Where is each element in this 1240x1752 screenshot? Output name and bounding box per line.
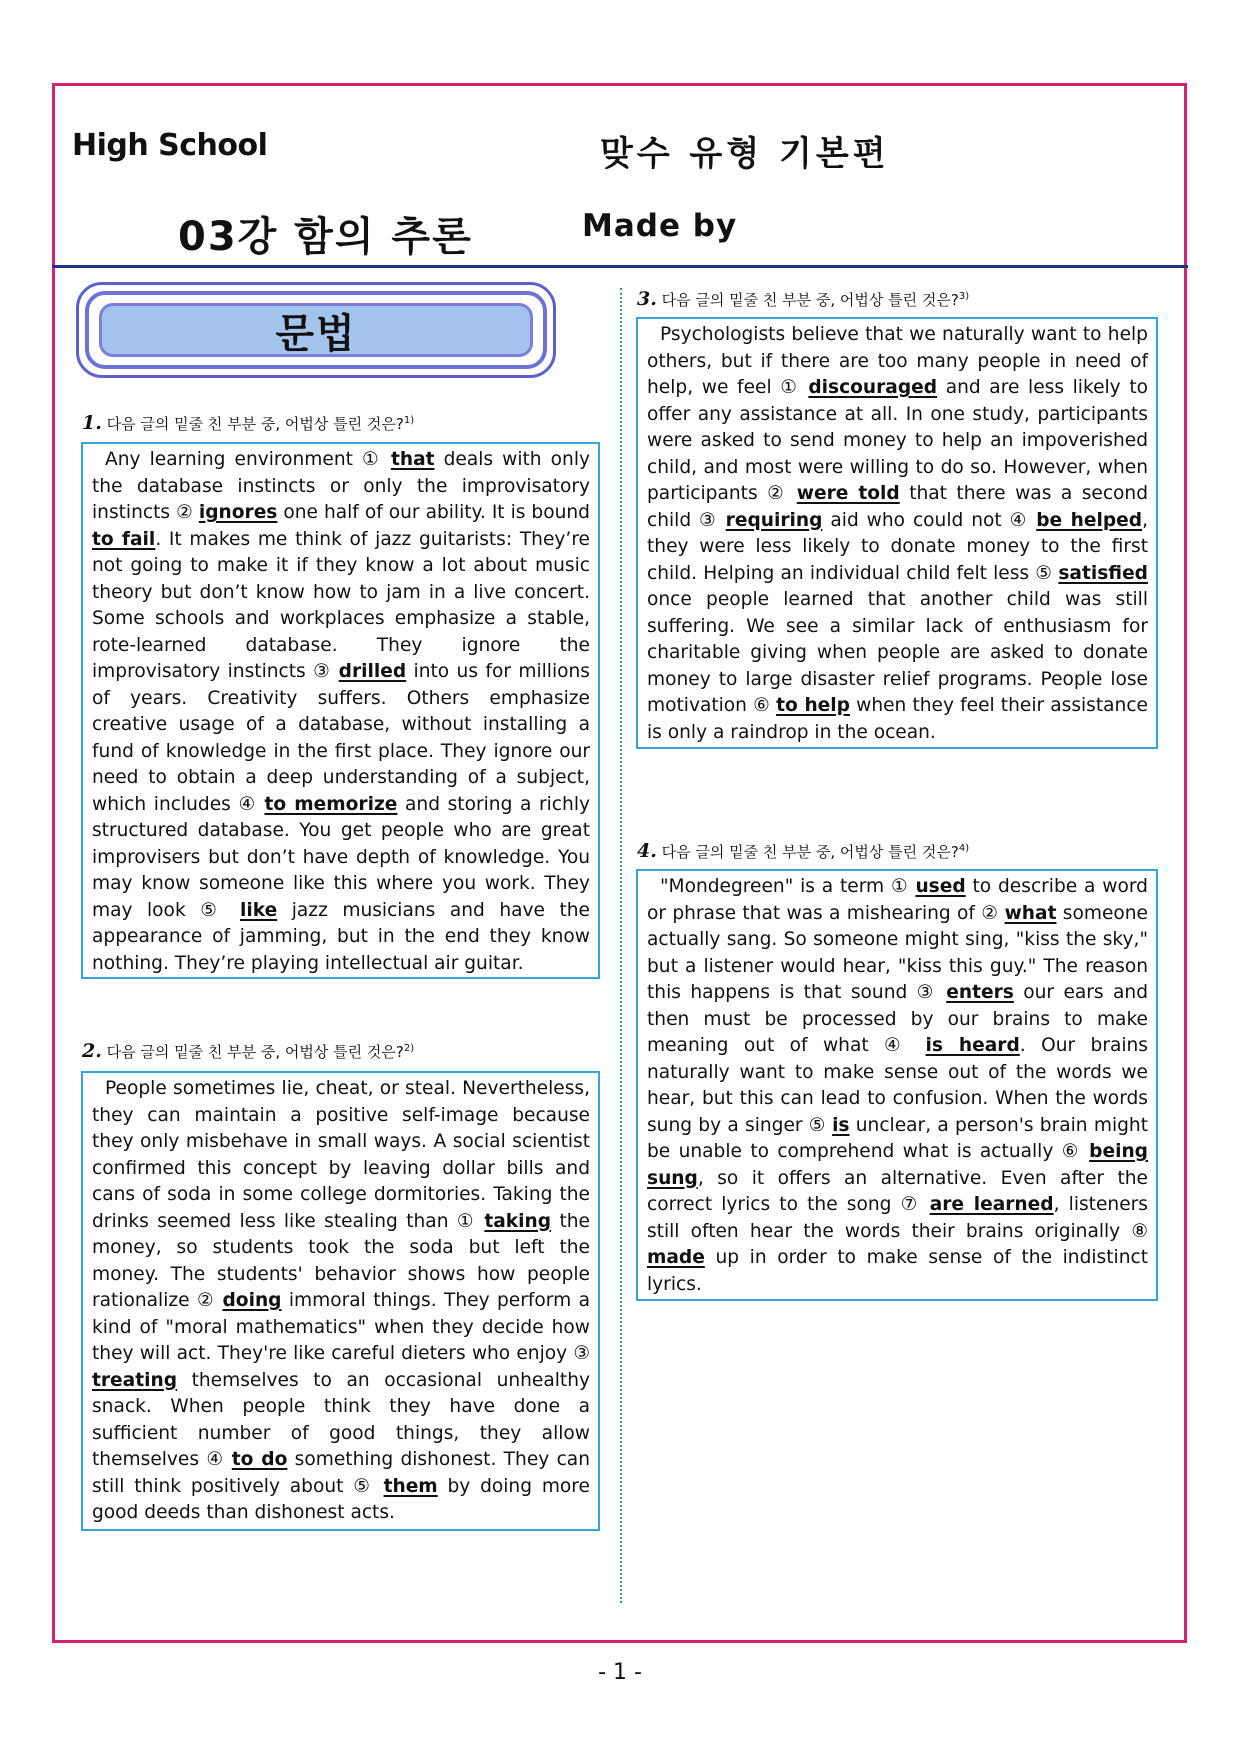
passage-text: . It makes me think of jazz guitarists: They’re not going to make it if they know a lot about music theory but don’t know how to jam in a live concert. Some schools and workplaces emphasize a stable, rote-learned database. They ignore the improvisatory instincts ③ [92,528,590,682]
passage-text: unclear, a person's brain might be unable to comprehend what is actually ⑥ [647,1114,1148,1162]
series-title: 맞수 유형 기본편 [600,134,890,174]
question-title [82,412,414,434]
passage-text: , they were less likely to donate money to the first child. Helping an individual child felt less ⑤ [647,509,1148,584]
question-passage [636,869,1158,1301]
passage-text: the money, so students took the soda but left the money. The students' behavior shows how people rationalize ② [92,1210,590,1311]
question-title [637,840,969,862]
underlined-choice: satisfied [1058,562,1148,584]
passage-text: to describe a word or phrase that was a mishearing of ② [647,876,1148,924]
underlined-choice: ignores [198,502,278,523]
passage-text: themselves to an occasional unhealthy snack. When people think they have done a sufficient number of good things, they allow themselves ④ [92,1369,590,1470]
section-badge [76,282,556,378]
question-prompt: 다음 글의 밑줄 친 부분 중, 어법상 틀린 것은? [661,291,959,309]
underlined-choice: that [390,449,435,470]
footnote-marker: 2) [403,1043,415,1054]
underlined-choice: doing [222,1290,282,1311]
underlined-choice: like [240,899,278,921]
question-title [637,288,969,310]
passage-text: and are less likely to offer any assistance at all. In one study, participants were asked to send money to help an impoverished child, and most were willing to do so. However, when participants ② [647,377,1148,504]
question-number: 1. [82,412,102,434]
underlined-choice: requiring [725,509,823,531]
underlined-choice: used [915,876,966,897]
column-divider [620,288,622,1603]
underlined-choice: drilled [338,661,407,682]
passage-text: and storing a richly structured database. You get people who are great improvisers but don’t have depth of knowledge. You may know someone like this where you work. They may look ⑤ [92,793,590,921]
passage-text: into us for millions of years. Creativity suffers. Others emphasize creative usage of a database, without installing a fund of knowledge in the first place. They ignore our need to obtain a deep understanding of a subject, which includes ④ [92,661,590,815]
passage-text: something dishonest. They can still think positively about ⑤ [92,1449,590,1497]
passage-text: Psychologists believe that we naturally want to help others, but if there are too many people in need of help, we feel ① [647,324,1148,398]
question-number: 2. [82,1040,102,1062]
passage-text: up in order to make sense of the indistinct lyrics. [647,1247,1148,1295]
underlined-choice: them [383,1475,438,1497]
question-prompt: 다음 글의 밑줄 친 부분 중, 어법상 틀린 것은? [106,1043,404,1061]
footnote-marker: 3) [958,291,970,302]
underlined-choice: made [647,1247,705,1268]
header-divider [52,265,1188,268]
underlined-choice: is [832,1114,850,1136]
underlined-choice: what [1004,902,1057,924]
page-number: - 1 - [598,1660,642,1685]
passage-text: People sometimes lie, cheat, or steal. Nevertheless, they can maintain a positive self-image because they only misbehave in small ways. A social scientist confirmed this concept by leaving dollar bills and cans of soda in some college dormitories. Taking the drinks seemed less like stealing than ① [92,1078,590,1232]
underlined-choice: were told [796,483,900,504]
passage-text: . Our brains naturally want to make sense out of the words we hear, but this can lead to confusion. When the words sung by a singer ⑤ [647,1035,1148,1136]
question-passage [636,317,1158,749]
underlined-choice: be helped [1036,509,1143,531]
question-passage [81,1071,600,1531]
footnote-marker: 1) [403,415,415,426]
section-badge-label: 문법 [275,310,357,357]
passage-text: when they feel their assistance is only a raindrop in the ocean. [647,695,1148,743]
passage-text: that there was a second child ③ [647,483,1149,531]
passage-text: deals with only the database instincts or only the improvisatory instincts ② [92,449,591,523]
underlined-choice: treating [92,1369,178,1391]
underlined-choice: taking [484,1210,552,1232]
question-number: 3. [637,288,657,310]
passage-text: by doing more good deeds than dishonest acts. [92,1475,590,1523]
passage-text: Any learning environment ① [105,449,391,470]
passage-text: jazz musicians and have the appearance of jamming, but in the end they know nothing. They’re playing intellectual air guitar. [92,899,590,974]
question-title [82,1040,414,1062]
footnote-marker: 4) [958,843,970,854]
underlined-choice: discouraged [808,377,938,398]
passage-text: someone actually sang. So someone might sing, "kiss the sky," but a listener would hear, "kiss this guy." The reason this happens is that sound ③ [647,902,1148,1003]
underlined-choice: being sung [647,1141,1148,1189]
passage-text: , so it offers an alternative. Even after the correct lyrics to the song ⑦ [647,1167,1148,1215]
question-number: 4. [637,840,657,862]
underlined-choice: enters [946,982,1014,1003]
made-by-label: Made by [582,208,738,244]
passage-text: once people learned that another child was still suffering. We see a similar lack of enthusiasm for charitable giving when people are asked to donate money to large disaster relief programs. People lose motivation ⑥ [647,589,1148,716]
passage-text: immoral things. They perform a kind of "moral mathematics" when they decide how they will act. They're like careful dieters who enjoy ③ [92,1290,591,1364]
underlined-choice: to memorize [264,793,398,815]
passage-text: one half of our ability. It is bound [277,502,590,523]
underlined-choice: to fail [92,528,156,550]
passage-text: "Mondegreen" is a term ① [660,876,916,897]
underlined-choice: to do [231,1449,288,1470]
passage-text: aid who could not ④ [822,509,1037,531]
question-prompt: 다음 글의 밑줄 친 부분 중, 어법상 틀린 것은? [106,415,404,433]
underlined-choice: is heard [925,1035,1020,1056]
lesson-title: 03강 함의 추론 [178,214,473,260]
underlined-choice: are learned [929,1194,1054,1215]
school-level: High School [72,128,268,163]
question-passage [81,442,600,979]
passage-text: our ears and then must be processed by our brains to make meaning out of what ④ [647,982,1148,1056]
question-prompt: 다음 글의 밑줄 친 부분 중, 어법상 틀린 것은? [661,843,959,861]
underlined-choice: to help [776,695,850,716]
passage-text: , listeners still often hear the words their brains originally ⑧ [647,1194,1148,1242]
